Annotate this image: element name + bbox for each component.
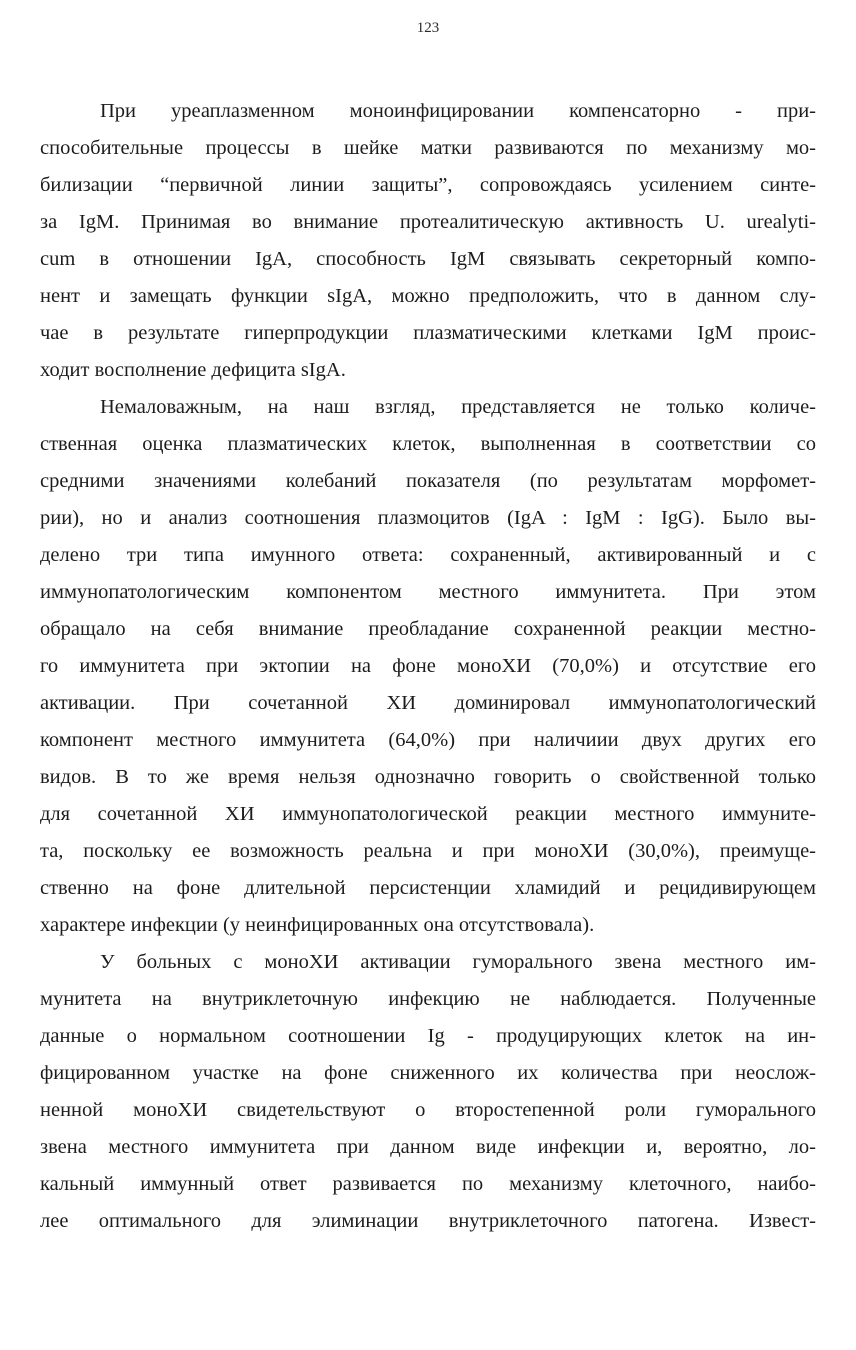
text-line: ходит восполнение дефицита sIgA.	[40, 359, 346, 381]
text-line: за IgM. Принимая во внимание протеалитическую активность U. urealyti-	[40, 211, 816, 233]
text-line: иммунопатологическим компонентом местного иммунитета. При этом	[40, 581, 816, 603]
body-text	[40, 93, 816, 1240]
text-line: cum в отношении IgA, способность IgM связывать секреторный компо-	[40, 248, 816, 270]
text-line: При уреаплазменном моноинфицировании компенсаторно - при-	[100, 100, 816, 122]
text-line: звена местного иммунитета при данном виде инфекции и, вероятно, ло-	[40, 1136, 816, 1158]
text-line: фицированном участке на фоне сниженного их количества при неослож-	[40, 1062, 816, 1084]
text-line: ственно на фоне длительной персистенции хламидий и рецидивирующем	[40, 877, 816, 899]
text-line: делено три типа имунного ответа: сохраненный, активированный и с	[40, 544, 816, 566]
text-line: способительные процессы в шейке матки развиваются по механизму мо-	[40, 137, 816, 159]
text-line: для сочетанной ХИ иммунопатологической реакции местного иммуните-	[40, 803, 816, 825]
text-line: средними значениями колебаний показателя (по результатам морфомет-	[40, 470, 816, 492]
text-line: лее оптимального для элиминации внутриклеточного патогена. Извест-	[40, 1210, 816, 1232]
text-line: ственная оценка плазматических клеток, выполненная в соответствии со	[40, 433, 816, 455]
text-line: Немаловажным, на наш взгляд, представляется не только количе-	[100, 396, 816, 418]
text-line: компонент местного иммунитета (64,0%) при наличиии двух других его	[40, 729, 816, 751]
page-number: 123	[416, 20, 440, 36]
text-line: активации. При сочетанной ХИ доминировал иммунопатологический	[40, 692, 816, 714]
text-line: мунитета на внутриклеточную инфекцию не наблюдается. Полученные	[40, 988, 816, 1010]
text-line: билизации “первичной линии защиты”, сопровождаясь усилением синте-	[40, 174, 816, 196]
text-line: та, поскольку ее возможность реальна и при моноХИ (30,0%), преимуще-	[40, 840, 816, 862]
text-line: кальный иммунный ответ развивается по механизму клеточного, наибо-	[40, 1173, 816, 1195]
text-line: ненной моноХИ свидетельствуют о второстепенной роли гуморального	[40, 1099, 816, 1121]
text-line: У больных с моноХИ активации гуморального звена местного им-	[100, 951, 816, 973]
text-line: видов. В то же время нельзя однозначно говорить о свойственной только	[40, 766, 816, 788]
text-line: характере инфекции (у неинфицированных она отсутствовала).	[40, 914, 595, 936]
text-line: нент и замещать функции sIgA, можно предположить, что в данном слу-	[40, 285, 816, 307]
text-line: обращало на себя внимание преобладание сохраненной реакции местно-	[40, 618, 816, 640]
text-line: го иммунитета при эктопии на фоне моноХИ (70,0%) и отсутствие его	[40, 655, 816, 677]
text-line: чае в результате гиперпродукции плазматическими клетками IgM проис-	[40, 322, 816, 344]
text-line: данные о нормальном соотношении Ig - продуцирующих клеток на ин-	[40, 1025, 816, 1047]
text-line: рии), но и анализ соотношения плазмоцитов (IgA : IgM : IgG). Было вы-	[40, 507, 816, 529]
